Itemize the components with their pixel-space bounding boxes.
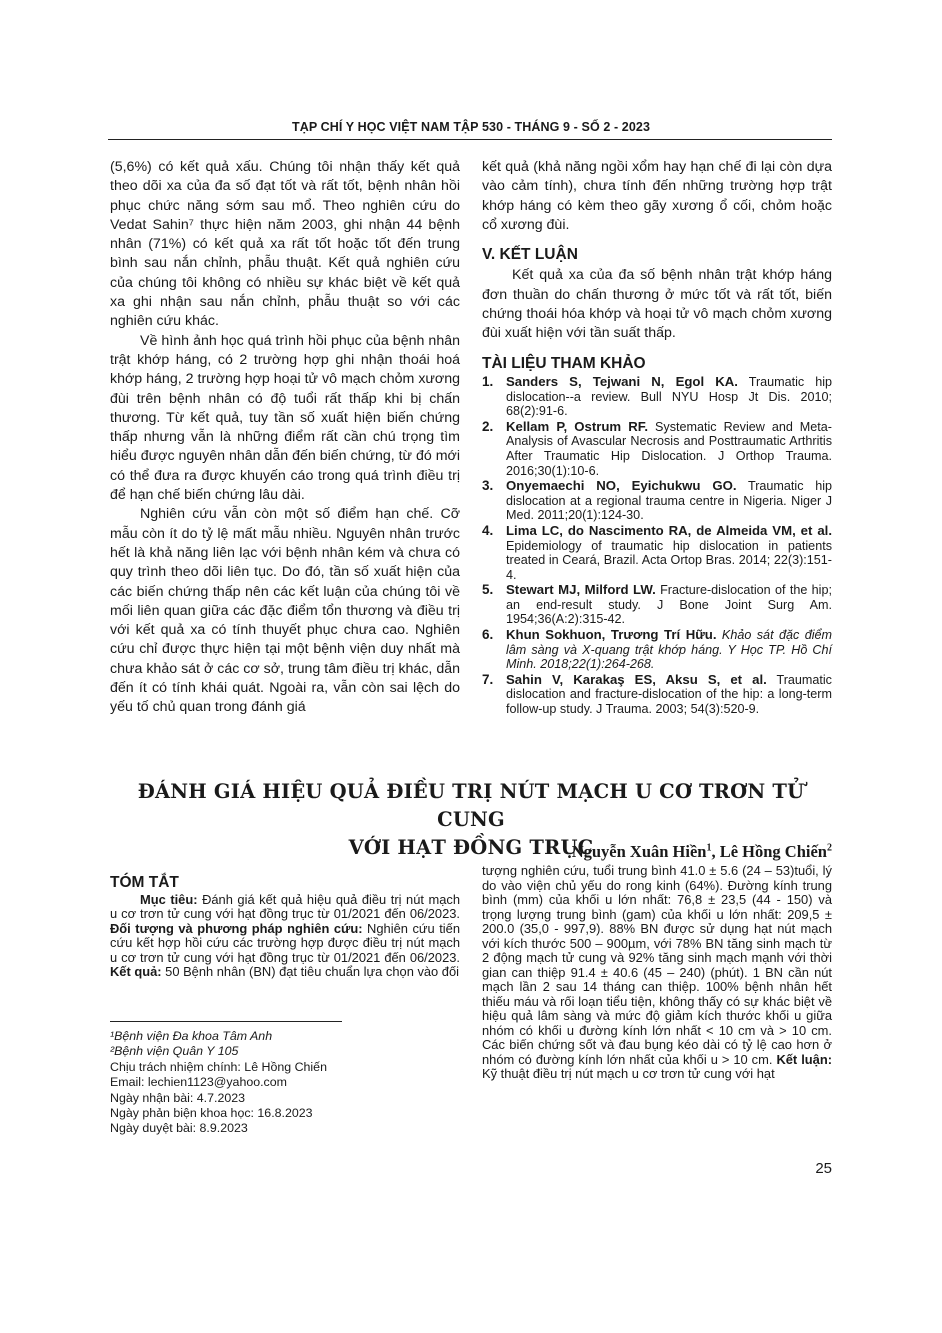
reference-authors: Stewart MJ, Milford LW.: [506, 582, 656, 598]
author-2: Lê Hồng Chiến: [719, 842, 827, 861]
reference-citation: Khảo sát đặc điểm lâm sàng và X-quang trật khớp háng. Y Học TP. Hồ Chí Minh. 2018;22(1):264-268.: [506, 628, 833, 672]
author-separator: ,: [711, 842, 720, 861]
reference-citation: Epidemiology of traumatic hip dislocation in patients treated in Ceará, Brazil. Acta Ortop Bras. 2014; 22(3):151-4.: [506, 538, 832, 582]
reference-number: 1.: [482, 373, 494, 389]
abstract-conclusion: Kỹ thuật điều trị nút mạch u cơ trơn tử cung với hạt: [482, 1066, 775, 1081]
footnote-affiliation-1: ¹Bệnh viện Đa khoa Tâm Anh: [110, 1029, 273, 1043]
abstract-label-results: Kết quả:: [110, 964, 162, 979]
abstract-label-methods: Đối tượng và phương pháp nghiên cứu:: [110, 920, 363, 936]
footnote-reviewed: Ngày phản biện khoa học: 16.8.2023: [110, 1106, 313, 1121]
left-paragraph-2: Về hình ảnh học quá trình hồi phục của bệnh nhân trật khớp háng, có 2 trường hợp ghi nhận thoái hoá khớp háng, 2 trường hợp hoại tử vô mạch chỏm xương đùi trên bệnh nhân có độ tuổi rất thấp khi bị chấn thương. Từ kết quả, tuy tần số xuất hiện biến chứng thấp nhưng vẫn là những điểm rất cần chú trọng tìm hiểu được nguyên nhân dẫn đến biến chứng, từ đó mới có thể đưa ra được khuyến cáo trong quá trình điều trị để hạn chế biến chứng lâu dài.: [110, 332, 460, 504]
abstract-text: [110, 893, 460, 980]
author-1: Nguyễn Xuân Hiền: [571, 842, 707, 861]
reference-item: [482, 628, 832, 672]
footnotes: [110, 1029, 460, 1137]
abstract-right: [482, 864, 832, 1082]
article-title-line-1: ĐÁNH GIÁ HIỆU QUẢ ĐIỀU TRỊ NÚT MẠCH U CƠ TRƠN TỬ CUNG: [137, 780, 805, 831]
reference-text: [506, 479, 832, 523]
reference-item: [482, 583, 832, 627]
reference-item: [482, 524, 832, 582]
reference-citation: Traumatic hip dislocation at a regional trauma centre in Nigeria. Niger J Med. 2011;20(1):124-30.: [506, 479, 832, 523]
right-paragraph-1: kết quả (khả năng ngồi xổm hay hạn chế đi lại còn dựa vào cảm tính), chưa tính đến những trường hợp trật khớp háng có kèm theo gãy xương ổ cối, chỏm hoặc cổ xương đùi.: [482, 159, 832, 233]
left-column: [110, 158, 460, 718]
reference-number: 6.: [482, 627, 494, 643]
reference-authors: Sahin V, Karakaş ES, Aksu S, et al.: [506, 671, 767, 687]
reference-number: 3.: [482, 478, 494, 494]
reference-number: 5.: [482, 582, 494, 598]
reference-number: 2.: [482, 418, 494, 434]
right-column: [482, 158, 832, 718]
reference-authors: Lima LC, do Nascimento RA, de Almeida VM, et al.: [506, 522, 832, 538]
authors: [572, 842, 832, 862]
abstract-label-objective: Mục tiêu:: [140, 891, 198, 907]
abstract-label-conclusion: Kết luận:: [776, 1051, 832, 1067]
reference-text: [506, 583, 832, 627]
reference-citation: Systematic Review and Meta-Analysis of Avascular Necrosis and Posttraumatic Arthritis After Traumatic Hip Dislocation. J Orthop Trauma. 2016;30(1):10-6.: [506, 419, 832, 478]
page-number: 25: [815, 1160, 832, 1177]
reference-item: [482, 420, 832, 478]
reference-citation: Fracture-dislocation of the hip; an end-result study. J Bone Joint Surg Am. 1954;36(A:2):315-42.: [506, 583, 832, 627]
reference-item: [482, 375, 832, 419]
footnote-rule: [110, 1021, 342, 1022]
header-rule: [108, 139, 832, 140]
reference-authors: Khun Sokhuon, Trương Trí Hữu.: [506, 627, 717, 643]
abstract-left: [110, 876, 460, 980]
reference-text: [506, 375, 832, 419]
abstract-results: 50 Bệnh nhân (BN) đạt tiêu chuẩn lựa chọn vào đối: [161, 964, 460, 979]
article-title-line-2: VỚI HẠT ĐỒNG TRỤC: [348, 836, 594, 859]
reference-text: [506, 628, 832, 672]
reference-item: [482, 479, 832, 523]
reference-authors: Onyemaechi NO, Eyichukwu GO.: [506, 478, 737, 494]
left-paragraph-3: Nghiên cứu vẫn còn một số điểm hạn chế. Cỡ mẫu còn ít do tỷ lệ mất mẫu nhiều. Nguyên nhân trước hết là khả năng liên lạc với bệnh nhân kém và chưa có quy trình theo dõi liên tục. Do đó, tần số xuất hiện của các biến chứng thấp nên các kết luận của chúng tôi về mối liên quan giữa các đặc điểm tổn thương và điều trị với kết quả xa có tính thuyết phục chưa cao. Nghiên cứu chỉ được thực hiện tại một bệnh viện duy nhất mà chưa khảo sát ở các cơ sở, trung tâm điều trị khác, dẫn đến ít có tính khái quát. Ngoài ra, vẫn còn sai lệch do yếu tố chủ quan trong đánh giá: [110, 506, 460, 716]
reference-number: 7.: [482, 671, 494, 687]
left-paragraph-1: (5,6%) có kết quả xấu. Chúng tôi nhận thấy kết quả theo dõi xa của đa số đạt tốt và rất tốt, bệnh nhân hồi phục chức năng sớm sau mổ. Theo nghiên cứu do Vedat Sahin⁷ thực hiện năm 2003, ghi nhận 44 bệnh nhân (71%) có kết quả xa rất tốt hoặc tốt đến trung bình sau nắn chỉnh, phẫu thuật. Kết quả nghiên cứu của chúng tôi không có nhiều sự khác biệt về kết quả xa ghi nhận sau nắn chỉnh, phẫu thuật so với các nghiên cứu khác.: [110, 159, 460, 330]
footnote-approved: Ngày duyệt bài: 8.9.2023: [110, 1121, 248, 1136]
reference-authors: Kellam P, Ostrum RF.: [506, 418, 649, 434]
reference-authors: Sanders S, Tejwani N, Egol KA.: [506, 373, 738, 389]
reference-citation: Traumatic hip dislocation--a review. Bull NYU Hosp Jt Dis. 2010; 68(2):91-6.: [506, 374, 832, 419]
footnote-affiliation-2: ²Bệnh viện Quân Y 105: [110, 1044, 239, 1059]
abstract-results-continued: tượng nghiên cứu, tuổi trung bình 41.0 ± 5.6 (24 – 53)tuổi, lý do vào viện chủ yếu do rong kinh (64%). Đường kính trung bình (mm) của khối u lớn nhất: 76,8 ± 23,5 (44 - 150) và trọng lượng trung bình (gam) của khối u lớn nhất: 209,5 ± 200.0 (35,0 - 997,9). 88% BN được sử dụng hạt nút mạch với kích thước 500 – 900µm, với 78% BN tăng sinh mạch từ 2 động mạch tử cung và 92% tăng sinh mạch mạnh với thời gian can thiệp 91.4 ± 40.6 (45 – 240) (phút). 1 BN cần nút mạch lần 2 sau 14 tháng can thiệp. 100% bệnh nhân hết thiếu máu và rối loạn tiểu tiện, không thấy có sự khác biệt về hiệu quả lâm sàng và mức độ giảm kích thước khối u giữa nhóm có khối u đường kính lớn nhất < 10 cm và > 10 cm. Các biến chứng sốt và đau bụng kéo dài có tỷ lệ cao hơn ở nhóm có đường kính lớn nhất của khối u > 10 cm.: [482, 863, 832, 1067]
author-1-affiliation: 1: [706, 842, 712, 854]
reference-text: [506, 524, 832, 582]
conclusion-heading: V. KẾT LUẬN: [482, 246, 578, 264]
reference-number: 4.: [482, 522, 494, 538]
abstract-title: TÓM TẮT: [110, 874, 179, 891]
reference-item: [482, 673, 832, 717]
reference-text: [506, 420, 832, 478]
footnote-received: Ngày nhận bài: 4.7.2023: [110, 1090, 246, 1105]
reference-citation: Traumatic dislocation and fracture-dislocation of the hip: a long-term follow-up study. J Trauma. 2003; 54(3):520-9.: [506, 672, 832, 717]
author-2-affiliation: 2: [827, 842, 832, 854]
journal-header: TẠP CHÍ Y HỌC VIỆT NAM TẬP 530 - THÁNG 9 - SỐ 2 - 2023: [291, 120, 651, 134]
abstract-methods: Nghiên cứu tiến cứu kết hợp hồi cứu các trường hợp được điều trị nút mạch u cơ trơn tử cung với hạt đồng trục từ 01/2021 đến 06/2023.: [110, 920, 460, 965]
abstract-objective: Đánh giá kết quả hiệu quả điều trị nút mạch u cơ trơn tử cung với hạt đồng trục từ 01/2021 đến 06/2023.: [110, 891, 461, 921]
footnote-corresponding: Chịu trách nhiệm chính: Lê Hồng Chiến: [110, 1059, 327, 1074]
reference-text: [506, 673, 832, 717]
conclusion-text: Kết quả xa của đa số bệnh nhân trật khớp háng đơn thuần do chấn thương ở mức tốt và rất tốt, biến chứng thoái hóa khớp và hoại tử vô mạch chỏm xương đùi xuất hiện với tần suất thấp.: [482, 267, 832, 342]
footnote-email: Email: lechien1123@yahoo.com: [110, 1075, 287, 1090]
references-heading: TÀI LIỆU THAM KHẢO: [482, 354, 646, 372]
references-list: [482, 375, 832, 717]
